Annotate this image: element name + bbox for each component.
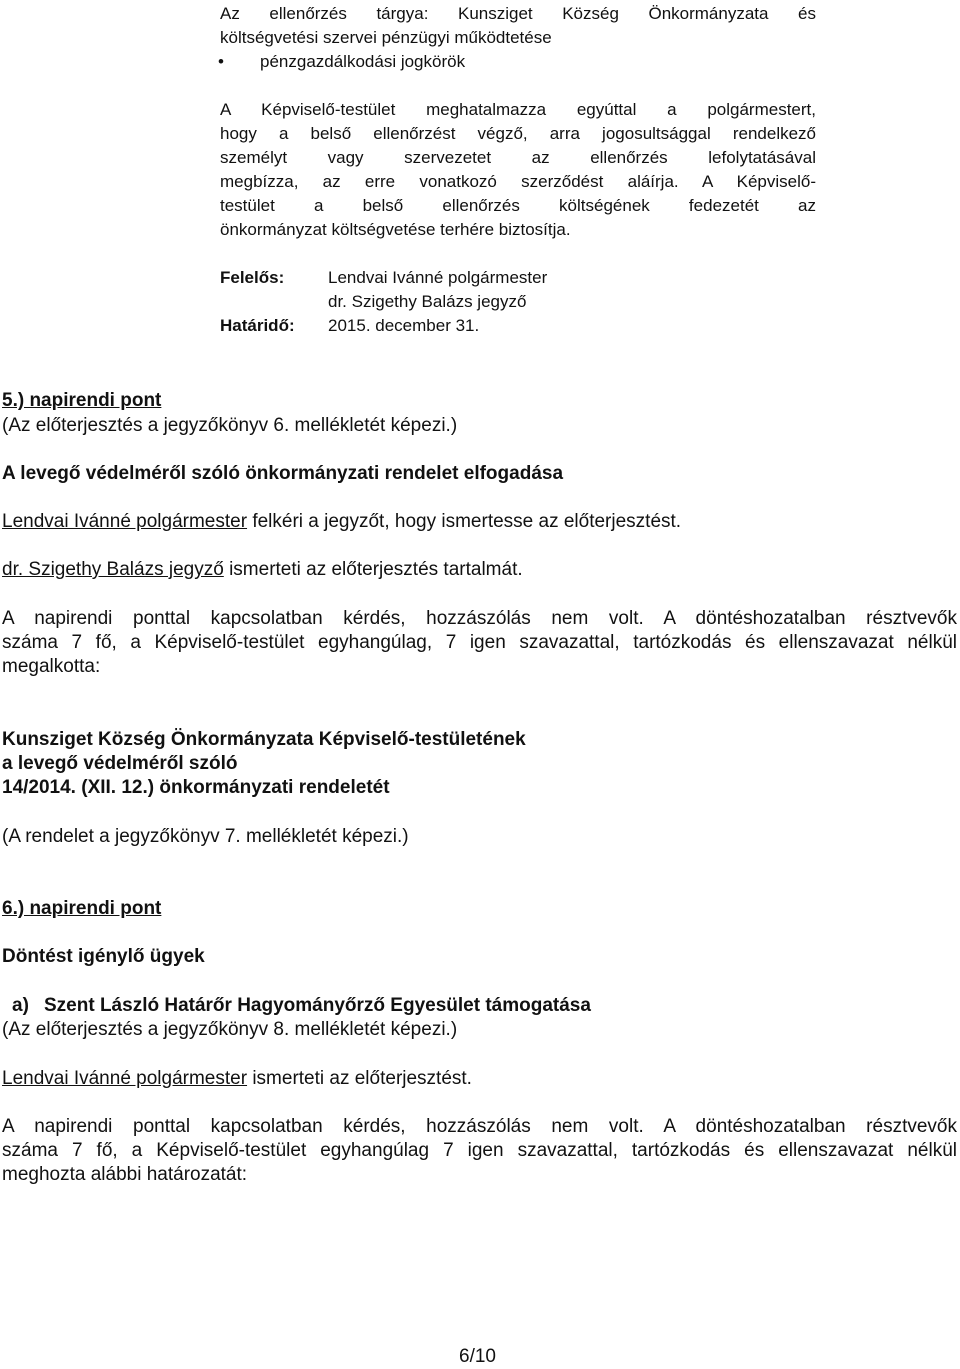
vote-line-2: száma 7 fő, a Képviselő-testület egyhangúlag 7 igen szavazattal, tartózkodás és ellenszavazat nélkül (2, 1140, 957, 1161)
vote-line-3: meghozta alábbi határozatát: (2, 1164, 248, 1185)
bullet-icon: • (218, 52, 224, 71)
decree-title-line-2: a levegő védelméről szóló (2, 753, 238, 774)
agenda-heading: 6.) napirendi pont (2, 898, 162, 919)
notary-name: dr. Szigethy Balázs jegyző (2, 559, 224, 580)
mayor-action: felkéri a jegyzőt, hogy ismertesse az előterjesztést. (247, 511, 682, 532)
mandate-line-6: önkormányzat költségvetése terhére biztosítja. (220, 220, 571, 239)
mandate-line-5: testület a belső ellenőrzés költségének fedezetét az (220, 196, 816, 215)
notary-action: ismerteti az előterjesztés tartalmát. (223, 559, 523, 580)
attachment-note: (Az előterjesztés a jegyzőkönyv 6. mellékletét képezi.) (2, 415, 458, 436)
vote-line-1: A napirendi ponttal kapcsolatban kérdés, hozzászólás nem volt. A döntéshozatalban résztvevők (2, 1116, 957, 1137)
inspection-subject-line-1: Az ellenőrzés tárgya: Kunsziget Község Önkormányzata és (220, 4, 816, 23)
mayor-name: Lendvai Ivánné polgármester (2, 511, 248, 532)
responsible-label: Felelős: (220, 268, 285, 287)
bullet-item: pénzgazdálkodási jogkörök (260, 52, 466, 71)
section-title: Döntést igénylő ügyek (2, 946, 205, 967)
mayor-statement (2, 510, 681, 534)
decree-title-line-1: Kunsziget Község Önkormányzata Képviselő-testületének (2, 729, 526, 750)
page-number: 6/10 (459, 1346, 496, 1367)
mandate-line-1: A Képviselő-testület meghatalmazza egyúttal a polgármestert, (220, 100, 816, 119)
agenda-title: A levegő védelméről szóló önkormányzati rendelet elfogadása (2, 463, 564, 484)
agenda-heading: 5.) napirendi pont (2, 390, 162, 411)
mandate-line-3: személyt vagy szervezetet az ellenőrzés lefolytatásával (220, 148, 816, 167)
responsible-mayor: Lendvai Ivánné polgármester (328, 268, 548, 287)
deadline-value: 2015. december 31. (328, 316, 480, 335)
decree-note: (A rendelet a jegyzőkönyv 7. mellékletét képezi.) (2, 826, 409, 847)
mandate-line-4: megbízza, az erre vonatkozó szerződést aláírja. A Képviselő- (220, 172, 816, 191)
attachment-note: (Az előterjesztés a jegyzőkönyv 8. mellékletét képezi.) (2, 1019, 458, 1040)
inspection-subject-line-2: költségvetési szervei pénzügyi működtetése (220, 28, 552, 47)
sub-item-label: a) (12, 995, 29, 1016)
responsible-notary: dr. Szigethy Balázs jegyző (328, 292, 527, 311)
mayor-name: Lendvai Ivánné polgármester (2, 1068, 248, 1089)
vote-line-1: A napirendi ponttal kapcsolatban kérdés, hozzászólás nem volt. A döntéshozatalban résztvevők (2, 608, 957, 629)
vote-line-3: megalkotta: (2, 656, 101, 677)
sub-item-title: Szent László Határőr Hagyományőrző Egyesület támogatása (44, 995, 591, 1016)
decree-title-line-3: 14/2014. (XII. 12.) önkormányzati rendeletét (2, 777, 390, 798)
mandate-line-2: hogy a belső ellenőrzést végző, arra jogosultsággal rendelkező (220, 124, 816, 143)
mayor-statement (2, 1067, 472, 1091)
vote-line-2: száma 7 fő, a Képviselő-testület egyhangúlag, 7 igen szavazattal, tartózkodás és ellenszavazat nélkül (2, 632, 957, 653)
mayor-action: ismerteti az előterjesztést. (247, 1068, 472, 1089)
deadline-label: Határidő: (220, 316, 295, 335)
notary-statement (2, 558, 523, 582)
